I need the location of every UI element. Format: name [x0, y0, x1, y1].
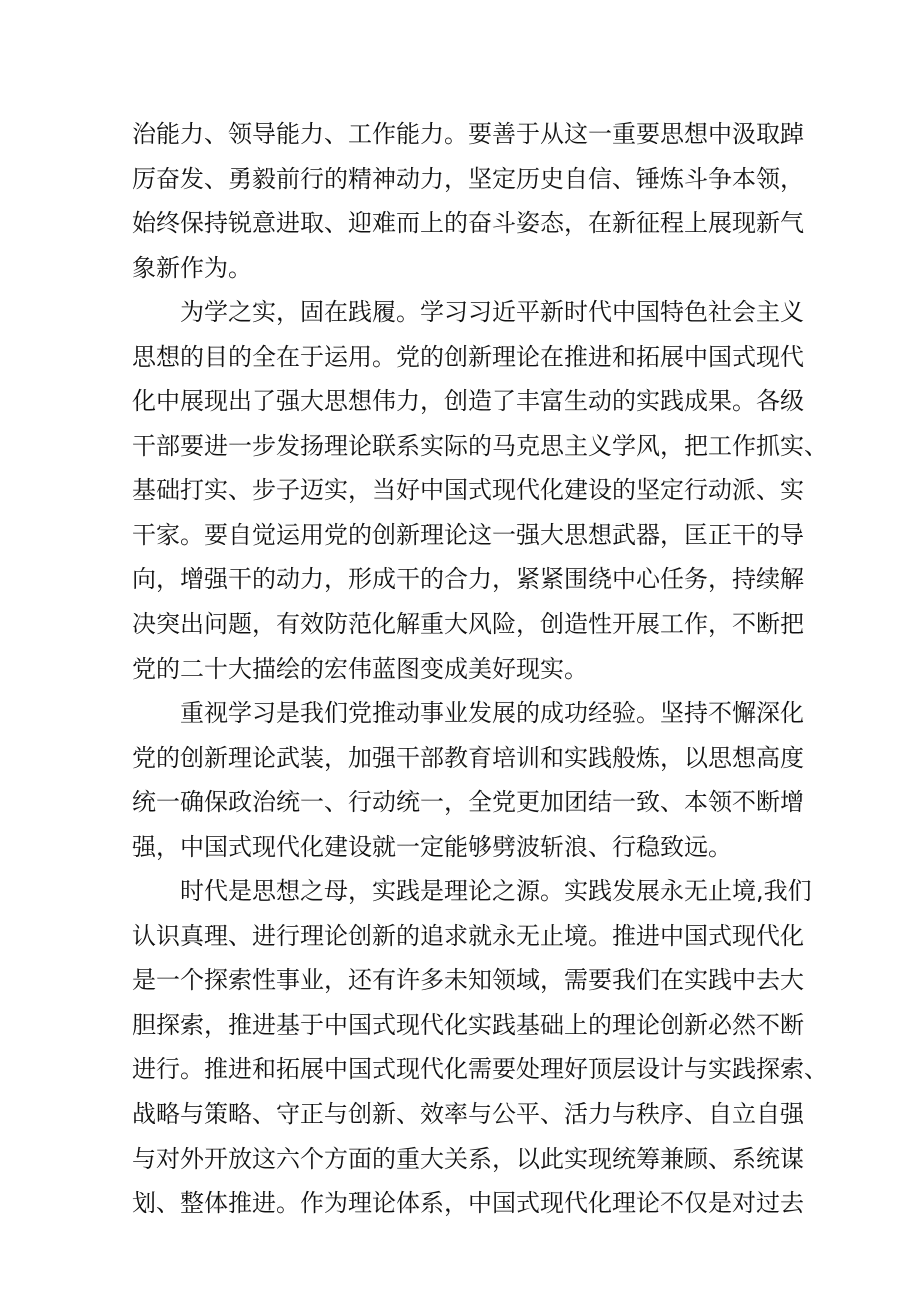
text-line: 始终保持锐意进取、迎难而上的奋斗姿态，在新征程上展现新气	[132, 209, 804, 238]
text-line: 厉奋发、勇毅前行的精神动力，坚定历史自信、锤炼斗争本领，	[132, 164, 804, 193]
text-line: 划、整体推进。作为理论体系，中国式现代化理论不仅是对过去	[132, 1189, 804, 1218]
paragraph-first-line: 为学之实，固在践履。学习习近平新时代中国特色社会主义	[180, 298, 804, 327]
text-line: 是一个探索性事业，还有许多未知领域，需要我们在实践中去大	[132, 966, 804, 995]
text-line: 化中展现出了强大思想伟力，创造了丰富生动的实践成果。各级	[132, 387, 804, 416]
text-line: 干部要进一步发扬理论联系实际的马克思主义学风，把工作抓实、	[132, 431, 828, 460]
text-line: 强，中国式现代化建设就一定能够劈波斩浪、行稳致远。	[132, 832, 732, 861]
text-line: 向，增强干的动力，形成干的合力，紧紧围绕中心任务，持续解	[132, 565, 804, 594]
text-line: 基础打实、步子迈实，当好中国式现代化建设的坚定行动派、实	[132, 476, 804, 505]
paragraph-first-line: 重视学习是我们党推动事业发展的成功经验。坚持不懈深化	[180, 699, 804, 728]
text-line: 干家。要自觉运用党的创新理论这一强大思想武器，匡正干的导	[132, 520, 804, 549]
text-line: 思想的目的全在于运用。党的创新理论在推进和拓展中国式现代	[132, 342, 804, 371]
text-line: 统一确保政治统一、行动统一，全党更加团结一致、本领不断增	[132, 788, 804, 817]
body-text	[132, 112, 828, 1226]
text-line: 治能力、领导能力、工作能力。要善于从这一重要思想中汲取踔	[132, 120, 804, 148]
text-line: 认识真理、进行理论创新的追求就永无止境。推进中国式现代化	[132, 921, 804, 950]
text-line: 战略与策略、守正与创新、效率与公平、活力与秩序、自立自强	[132, 1100, 804, 1129]
text-line: 决突出问题，有效防范化解重大风险，创造性开展工作，不断把	[132, 610, 804, 639]
text-line: 党的二十大描绘的宏伟蓝图变成美好现实。	[132, 654, 588, 683]
text-line: 象新作为。	[132, 253, 252, 282]
text-line: 党的创新理论武装，加强干部教育培训和实践般炼，以思想高度	[132, 743, 804, 772]
text-line: 与对外开放这六个方面的重大关系，以此实现统筹兼顾、系统谋	[132, 1144, 804, 1173]
text-line: 进行。推进和拓展中国式现代化需要处理好顶层设计与实践探索、	[132, 1055, 828, 1084]
paragraph-first-line: 时代是思想之母，实践是理论之源。实践发展永无止境,我们	[180, 877, 812, 906]
text-line: 胆探索，推进基于中国式现代化实践基础上的理论创新必然不断	[132, 1010, 804, 1039]
